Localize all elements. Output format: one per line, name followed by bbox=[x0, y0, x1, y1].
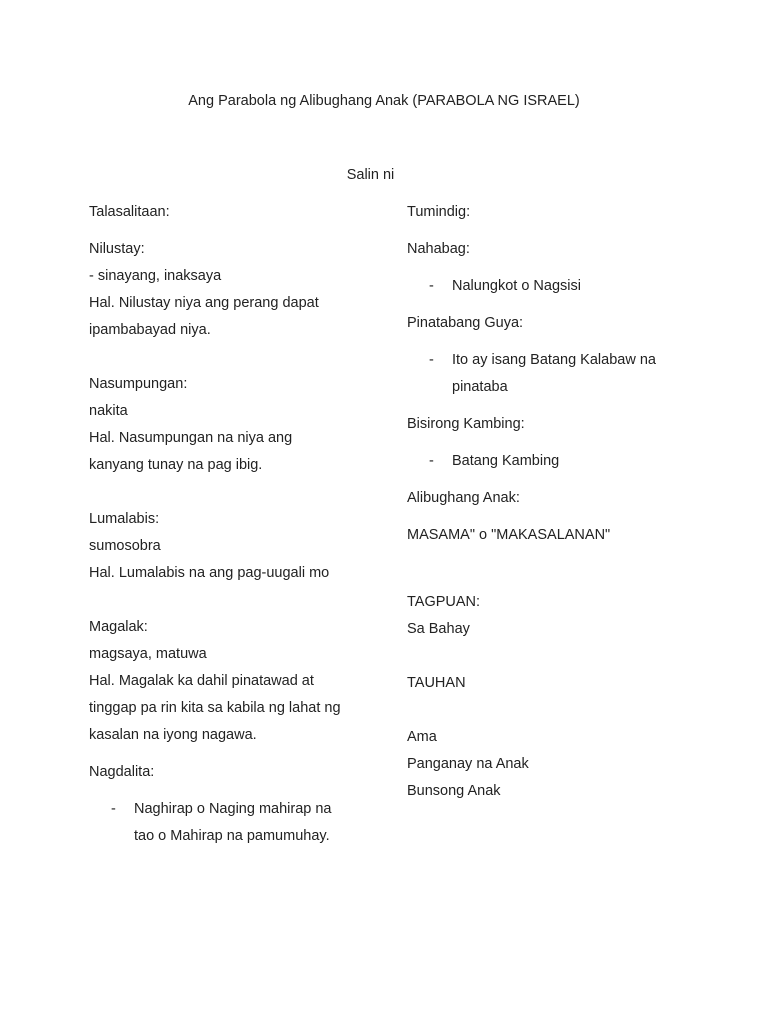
nilustay-example-cont: ipambabayad niya. bbox=[89, 322, 211, 338]
lumalabis-term: Lumalabis: bbox=[89, 511, 160, 527]
tauhan-heading: TAUHAN bbox=[407, 675, 466, 691]
tumindig-term: Tumindig: bbox=[407, 204, 471, 220]
nagdalita-term: Nagdalita: bbox=[89, 764, 155, 780]
magalak-term: Magalak: bbox=[89, 619, 148, 635]
talasalitaan-heading: Talasalitaan: bbox=[89, 204, 170, 220]
nagdalita-bullet-text-cont: tao o Mahirap na pamumuhay. bbox=[134, 828, 330, 844]
dash-bullet: - bbox=[429, 352, 434, 368]
pinatabang-bullet-text: Ito ay isang Batang Kalabaw na bbox=[452, 352, 656, 368]
bisirong-bullet-text: Batang Kambing bbox=[452, 453, 560, 469]
document-title: Ang Parabola ng Alibughang Anak (PARABOLA NG ISRAEL) bbox=[188, 93, 580, 109]
dash-bullet: - bbox=[429, 278, 434, 294]
alibughang-meaning: MASAMA" o "MAKASALANAN" bbox=[407, 527, 611, 543]
alibughang-term: Alibughang Anak: bbox=[407, 490, 520, 506]
pinatabang-bullet-text-cont: pinataba bbox=[452, 379, 508, 395]
pinatabang-bullet bbox=[407, 347, 707, 401]
nahabag-term: Nahabag: bbox=[407, 241, 470, 257]
magalak-meaning: magsaya, matuwa bbox=[89, 646, 207, 662]
document-subtitle: Salin ni bbox=[346, 167, 395, 183]
right-column bbox=[407, 199, 707, 805]
nilustay-example: Hal. Nilustay niya ang perang dapat bbox=[89, 295, 319, 311]
spacer bbox=[89, 344, 369, 371]
bisirong-term: Bisirong Kambing: bbox=[407, 416, 525, 432]
spacer bbox=[89, 587, 369, 614]
magalak-example-cont: tinggap pa rin kita sa kabila ng lahat ng bbox=[89, 700, 341, 716]
nahabag-bullet bbox=[407, 273, 707, 300]
dash-bullet: - bbox=[429, 453, 434, 469]
nasumpungan-term: Nasumpungan: bbox=[89, 376, 188, 392]
magalak-example: Hal. Magalak ka dahil pinatawad at bbox=[89, 673, 314, 689]
spacer bbox=[89, 479, 369, 506]
nilustay-meaning: - sinayang, inaksaya bbox=[89, 268, 222, 284]
spacer bbox=[407, 549, 707, 576]
pinatabang-term: Pinatabang Guya: bbox=[407, 315, 524, 331]
spacer bbox=[407, 643, 707, 670]
nahabag-bullet-text: Nalungkot o Nagsisi bbox=[452, 278, 581, 294]
spacer bbox=[407, 697, 707, 724]
bisirong-bullet bbox=[407, 448, 707, 475]
spacer bbox=[407, 576, 707, 589]
tauhan-item: Panganay na Anak bbox=[407, 756, 529, 772]
tauhan-item: Bunsong Anak bbox=[407, 783, 501, 799]
tagpuan-term: TAGPUAN: bbox=[407, 594, 481, 610]
dash-bullet: - bbox=[111, 801, 116, 817]
tauhan-item: Ama bbox=[407, 729, 437, 745]
nasumpungan-meaning: nakita bbox=[89, 403, 128, 419]
magalak-example-cont2: kasalan na iyong nagawa. bbox=[89, 727, 257, 743]
lumalabis-example: Hal. Lumalabis na ang pag-uugali mo bbox=[89, 565, 330, 581]
nilustay-term: Nilustay: bbox=[89, 241, 145, 257]
tagpuan-value: Sa Bahay bbox=[407, 621, 470, 637]
nagdalita-bullet bbox=[89, 796, 369, 850]
nasumpungan-example: Hal. Nasumpungan na niya ang bbox=[89, 430, 293, 446]
lumalabis-meaning: sumosobra bbox=[89, 538, 161, 554]
nasumpungan-example-cont: kanyang tunay na pag ibig. bbox=[89, 457, 263, 473]
nagdalita-bullet-text: Naghirap o Naging mahirap na bbox=[134, 801, 332, 817]
left-column bbox=[89, 199, 369, 850]
